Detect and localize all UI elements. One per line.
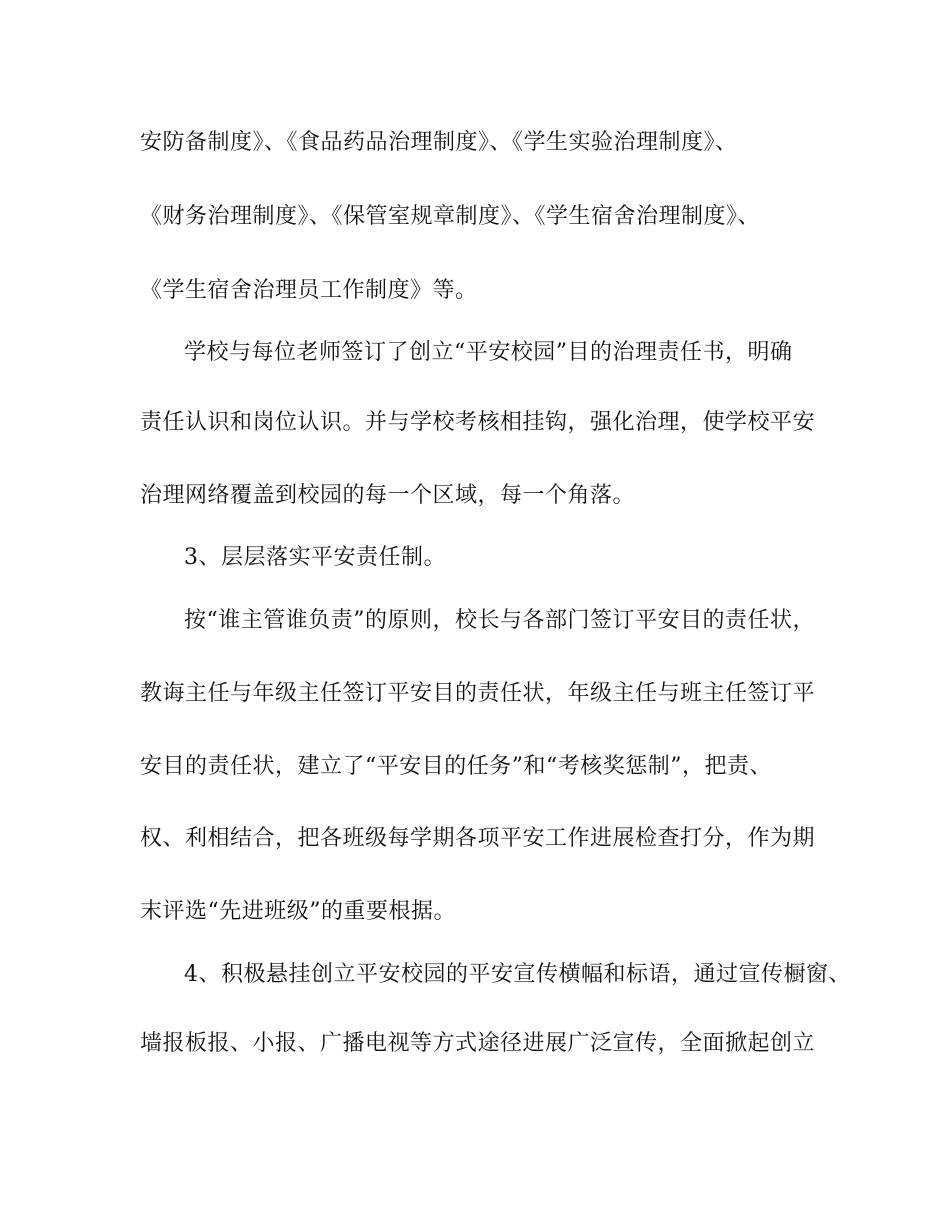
text-line-8: 按“谁主管谁负责”的原则，校长与各部门签订平安目的责任状，: [184, 608, 815, 633]
text-line-11: 权、利相结合，把各班级每学期各项平安工作进展检查打分，作为期: [140, 826, 816, 851]
text-line-6: 治理网络覆盖到校园的每一个区域，每一个角落。: [140, 483, 636, 508]
text-line-2: 《财务治理制度》、《保管室规章制度》、《学生宿舍治理制度》、: [140, 204, 761, 229]
text-line-14: 墙报板报、小报、广播电视等方式途径进展广泛宣传，全面掀起创立: [140, 1031, 816, 1056]
text-line-5: 责任认识和岗位认识。并与学校考核相挂钩，强化治理，使学校平安: [140, 410, 816, 435]
text-line-4: 学校与每位老师签订了创立“平安校园”目的治理责任书，明确: [184, 340, 793, 365]
text-line-10: 安目的责任状，建立了“平安目的任务”和“考核奖惩制”，把责、: [140, 754, 772, 779]
text-line-12: 末评选“先进班级”的重要根据。: [140, 899, 456, 924]
text-line-1: 安防备制度》、《食品药品治理制度》、《学生实验治理制度》、: [140, 130, 738, 155]
text-line-9: 教诲主任与年级主任签订平安目的责任状，年级主任与班主任签订平: [140, 681, 816, 706]
section-heading-3: 3、层层落实平安责任制。: [184, 545, 446, 570]
text-line-3: 《学生宿舍治理员工作制度》等。: [140, 278, 478, 303]
section-heading-4: 4、积极悬挂创立平安校园的平安宣传横幅和标语，通过宣传橱窗、: [184, 962, 851, 987]
